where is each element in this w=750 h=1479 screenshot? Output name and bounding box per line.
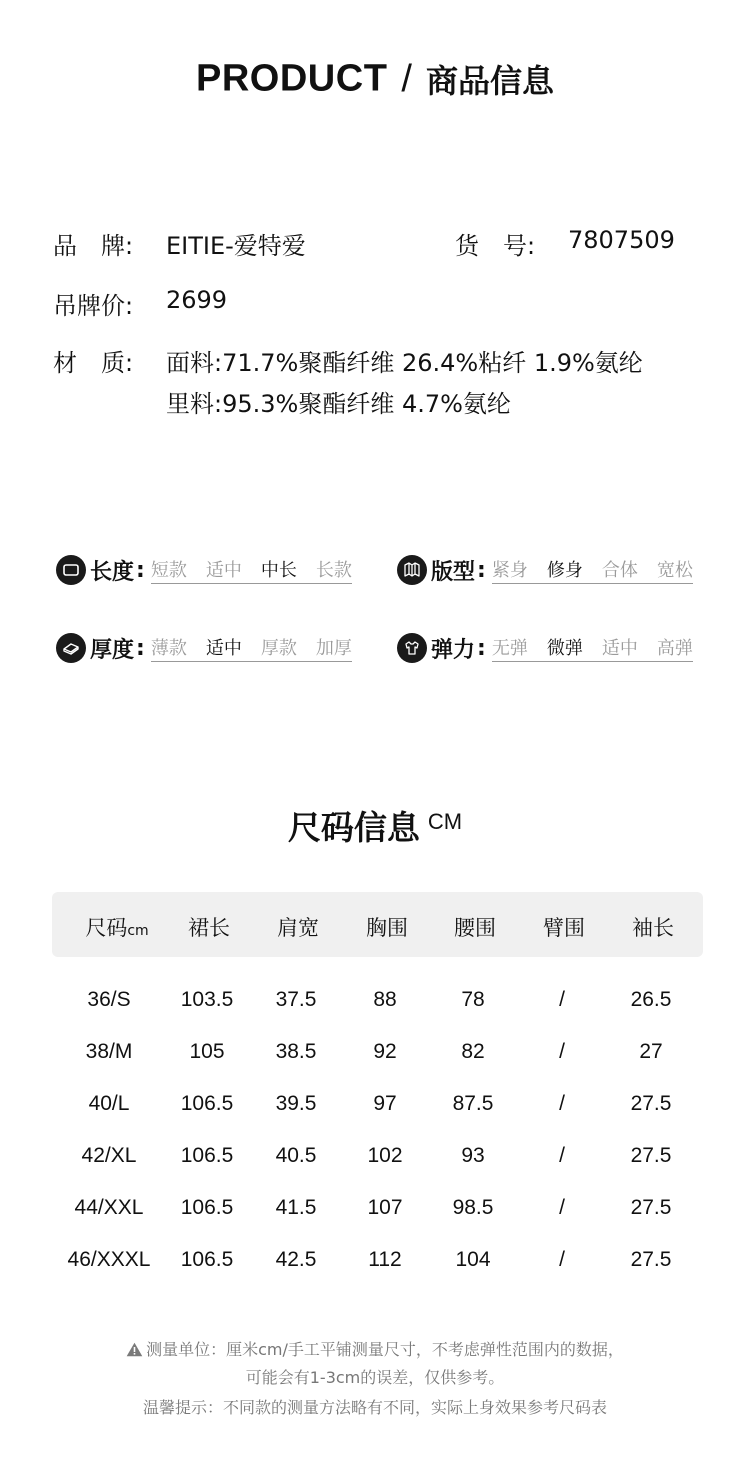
note-line-1: 测量单位：厘米cm/手工平铺测量尺寸，不考虑弹性范围内的数据， xyxy=(0,1337,750,1360)
attr-option-selected: 微弹 xyxy=(546,638,583,659)
attr-options xyxy=(151,556,352,584)
size-cell: 112 xyxy=(368,1248,402,1271)
size-cell: 105 xyxy=(189,1040,225,1063)
attr-thickness: 厚度 : 薄款 适中 厚款 加厚 xyxy=(56,631,352,665)
size-cell: 88 xyxy=(373,988,397,1011)
attr-fit: 版型 : 紧身 修身 合体 宽松 xyxy=(397,553,693,587)
size-cell: 107 xyxy=(367,1196,403,1219)
size-cell: 26.5 xyxy=(630,988,672,1011)
size-cell: / xyxy=(559,1196,565,1219)
size-cell: 97 xyxy=(373,1092,397,1115)
header-arm: 臂围 xyxy=(543,916,585,940)
size-cell: 103.5 xyxy=(180,988,234,1011)
attr-stretch: 弹力 : 无弹 微弹 适中 高弹 xyxy=(397,631,693,665)
sku-label: 货 号: xyxy=(455,232,536,260)
attr-option-selected: 适中 xyxy=(205,638,242,659)
stretch-icon xyxy=(397,633,427,663)
size-row-label: 40/L xyxy=(88,1092,130,1115)
size-row-label: 36/S xyxy=(87,988,131,1011)
header-waist: 腰围 xyxy=(454,916,496,940)
note-line-2: 可能会有1-3cm的误差，仅供参考。 xyxy=(245,1368,505,1387)
attr-option-selected: 修身 xyxy=(546,560,583,581)
size-cell: 106.5 xyxy=(180,1196,234,1219)
size-cell: 27.5 xyxy=(630,1248,672,1271)
size-cell: / xyxy=(559,1144,565,1167)
size-row-label: 44/XXL xyxy=(74,1196,144,1219)
size-cell: 104 xyxy=(455,1248,491,1271)
size-cell: / xyxy=(559,1040,565,1063)
material-outer: 面料:71.7%聚酯纤维 26.4%粘纤 1.9%氨纶 xyxy=(166,349,643,377)
header-sleeve: 袖长 xyxy=(632,916,674,940)
attr-label: 厚度 xyxy=(90,637,135,663)
size-cell: 37.5 xyxy=(275,988,317,1011)
size-cell: / xyxy=(559,1092,565,1115)
size-cell: 87.5 xyxy=(452,1092,494,1115)
material-label: 材 质: xyxy=(53,349,134,377)
attr-options xyxy=(151,634,352,662)
attr-option: 合体 xyxy=(601,560,638,581)
material-lining: 里料:95.3%聚酯纤维 4.7%氨纶 xyxy=(166,390,511,418)
size-row-label: 42/XL xyxy=(81,1144,137,1167)
size-cell: 40.5 xyxy=(275,1144,317,1167)
header-skirt-length: 裙长 xyxy=(188,916,230,940)
size-cell: 92 xyxy=(373,1040,397,1063)
size-cell: 102 xyxy=(367,1144,403,1167)
size-cell: 41.5 xyxy=(275,1196,317,1219)
price-label: 吊牌价: xyxy=(53,292,134,320)
size-title: 尺码信息 xyxy=(287,808,420,847)
size-cell: 78 xyxy=(461,988,485,1011)
brand-label: 品 牌: xyxy=(53,232,134,260)
attr-option: 长款 xyxy=(315,560,352,581)
attr-option: 厚款 xyxy=(260,638,297,659)
header-size: 尺码cm xyxy=(85,916,149,940)
warning-icon xyxy=(126,1342,143,1357)
attr-option: 宽松 xyxy=(656,560,693,581)
attr-option: 高弹 xyxy=(656,638,693,659)
header-shoulder: 肩宽 xyxy=(277,916,319,940)
fabric-icon xyxy=(56,633,86,663)
size-section-title xyxy=(0,802,750,849)
attr-option: 适中 xyxy=(205,560,242,581)
attr-option: 无弹 xyxy=(491,638,528,659)
size-cell: 42.5 xyxy=(275,1248,317,1271)
size-cell: / xyxy=(559,1248,565,1271)
dress-icon xyxy=(56,555,86,585)
size-unit: CM xyxy=(427,809,463,834)
note-line-3: 温馨提示：不同款的测量方法略有不同，实际上身效果参考尺码表 xyxy=(142,1398,607,1417)
header-bust: 胸围 xyxy=(366,916,408,940)
size-cell: 39.5 xyxy=(275,1092,317,1115)
size-cell: 106.5 xyxy=(180,1092,234,1115)
attr-label: 长度 xyxy=(90,559,135,585)
size-cell: 27.5 xyxy=(630,1144,672,1167)
brand-value: EITIE-爱特爱 xyxy=(166,232,306,260)
attr-length: 长度 : 短款 适中 中长 长款 xyxy=(56,553,352,587)
attr-option: 适中 xyxy=(601,638,638,659)
attr-option: 薄款 xyxy=(150,638,187,659)
title-english: PRODUCT xyxy=(196,57,388,100)
attr-option: 加厚 xyxy=(315,638,352,659)
attr-option: 紧身 xyxy=(491,560,528,581)
sku-value: 7807509 xyxy=(568,226,675,254)
size-cell: 27.5 xyxy=(630,1092,672,1115)
attr-label: 版型 xyxy=(431,559,476,585)
title-slash: / xyxy=(401,57,412,100)
size-cell: / xyxy=(559,988,565,1011)
size-cell: 27 xyxy=(639,1040,663,1063)
title-chinese: 商品信息 xyxy=(425,62,554,100)
size-cell: 27.5 xyxy=(630,1196,672,1219)
size-row-label: 46/XXXL xyxy=(67,1248,151,1271)
size-row-label: 38/M xyxy=(85,1040,133,1063)
attr-option: 短款 xyxy=(150,560,187,581)
attr-options xyxy=(492,634,693,662)
attr-option-selected: 中长 xyxy=(260,560,297,581)
size-cell: 82 xyxy=(461,1040,485,1063)
attr-options xyxy=(492,556,693,584)
header-size-unit: cm xyxy=(127,923,149,939)
page-title xyxy=(0,56,750,102)
fit-icon xyxy=(397,555,427,585)
size-cell: 93 xyxy=(461,1144,485,1167)
attr-label: 弹力 xyxy=(431,637,476,663)
price-value: 2699 xyxy=(166,286,228,314)
size-cell: 106.5 xyxy=(180,1248,234,1271)
size-cell: 98.5 xyxy=(452,1196,494,1219)
size-cell: 38.5 xyxy=(275,1040,317,1063)
size-cell: 106.5 xyxy=(180,1144,234,1167)
